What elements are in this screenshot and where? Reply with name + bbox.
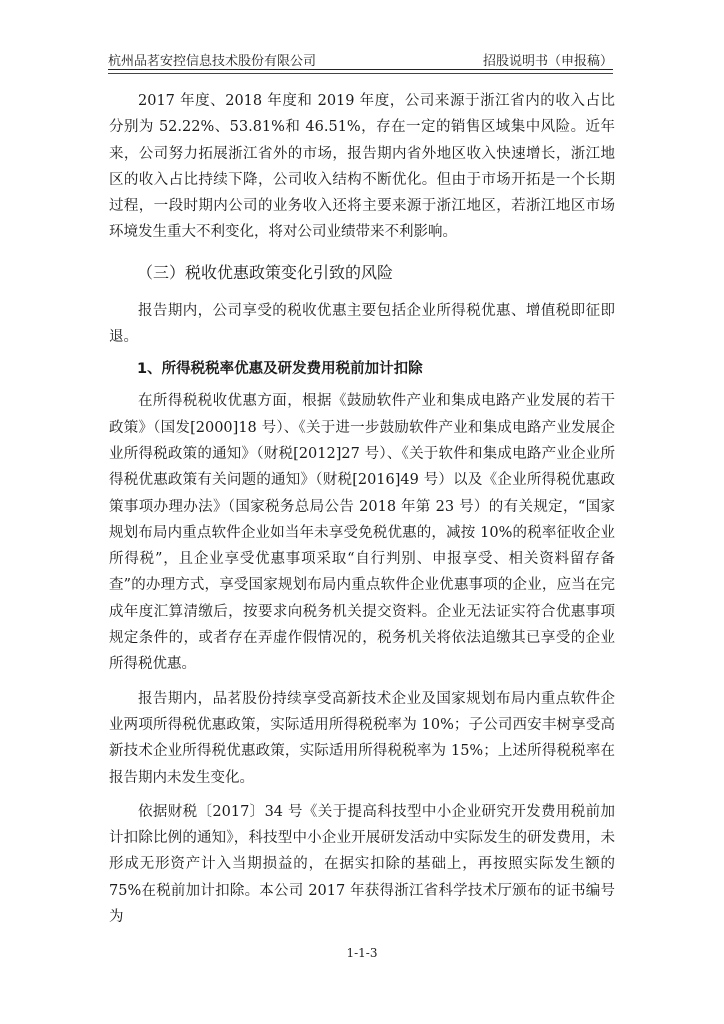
header-document-type: 招股说明书（申报稿） <box>482 54 613 69</box>
paragraph-tax-policy: 在所得税税收优惠方面，根据《鼓励软件产业和集成电路产业发展的若干政策》（国发[2000]18 号）、《关于进一步鼓励软件产业和集成电路产业发展企业所得税政策的通知》（财税[2012]27 号）、《关于软件和集成电路产业企业所得税优惠政策有关问题的通知》（财税[2016]49 号）以及《企业所得税优惠政策事项办理办法》（国家税务总局公告 2018 年第 23 号）的有关规定，“国家规划布局内重点软件企业如当年未享受免税优惠的，减按 10%的税率征收企业所得税”，且企业享受优惠事项采取“自行判别、申报享受、相关资料留存备查”的办理方式，享受国家规划布局内重点软件企业优惠事项的企业，应当在完成年度汇算清缴后，按要求向税务机关提交资料。企业无法证实符合优惠事项规定条件的，或者存在弄虚作假情况的，税务机关将依法追缴其已享受的企业所得税优惠。 <box>109 393 615 673</box>
header-company-name: 杭州品茗安控信息技术股份有限公司 <box>108 54 317 69</box>
paragraph-regional-risk: 2017 年度、2018 年度和 2019 年度，公司来源于浙江省内的收入占比分别为 52.22%、53.81%和 46.51%，存在一定的销售区域集中风险。近年来，公司努力拓展浙江省外的市场，报告期内省外地区收入快速增长，浙江地区的收入占比持续下降，公司收入结构不断优化。但由于市场开拓是一个长期过程，一段时期内公司的业务收入还将主要来源于浙江地区，若浙江地区市场环境发生重大不利变化，将对公司业绩带来不利影响。 <box>109 93 615 241</box>
paragraph-rd-deduction: 依据财税〔2017〕34 号《关于提高科技型中小企业研究开发费用税前加计扣除比例的通知》，科技型中小企业开展研发活动中实际发生的研发费用，未形成无形资产计入当期损益的，在据实扣除的基础上，再按照实际发生额的 75%在税前加计扣除。本公司 2017 年获得浙江省科学技术厅颁布的证书编号为 <box>109 803 615 926</box>
section-title: （三）税收优惠政策变化引致的风险 <box>137 262 394 282</box>
subsection-title: 1、所得税税率优惠及研发费用税前加计扣除 <box>137 361 423 378</box>
document-body <box>109 88 615 930</box>
header-rule <box>108 69 613 70</box>
page-number: 1-1-3 <box>346 946 378 960</box>
page-header <box>108 50 613 70</box>
paragraph-tax-rates: 报告期内，品茗股份持续享受高新技术企业及国家规划布局内重点软件企业两项所得税优惠政策，实际适用所得税税率为 10%；子公司西安丰树享受高新技术企业所得税优惠政策，实际适用所得税税率为 15%；上述所得税税率在报告期内未发生变化。 <box>109 690 615 786</box>
header-rule-secondary <box>108 73 613 74</box>
paragraph-tax-intro: 报告期内，公司享受的税收优惠主要包括企业所得税优惠、增值税即征即退。 <box>109 302 615 346</box>
